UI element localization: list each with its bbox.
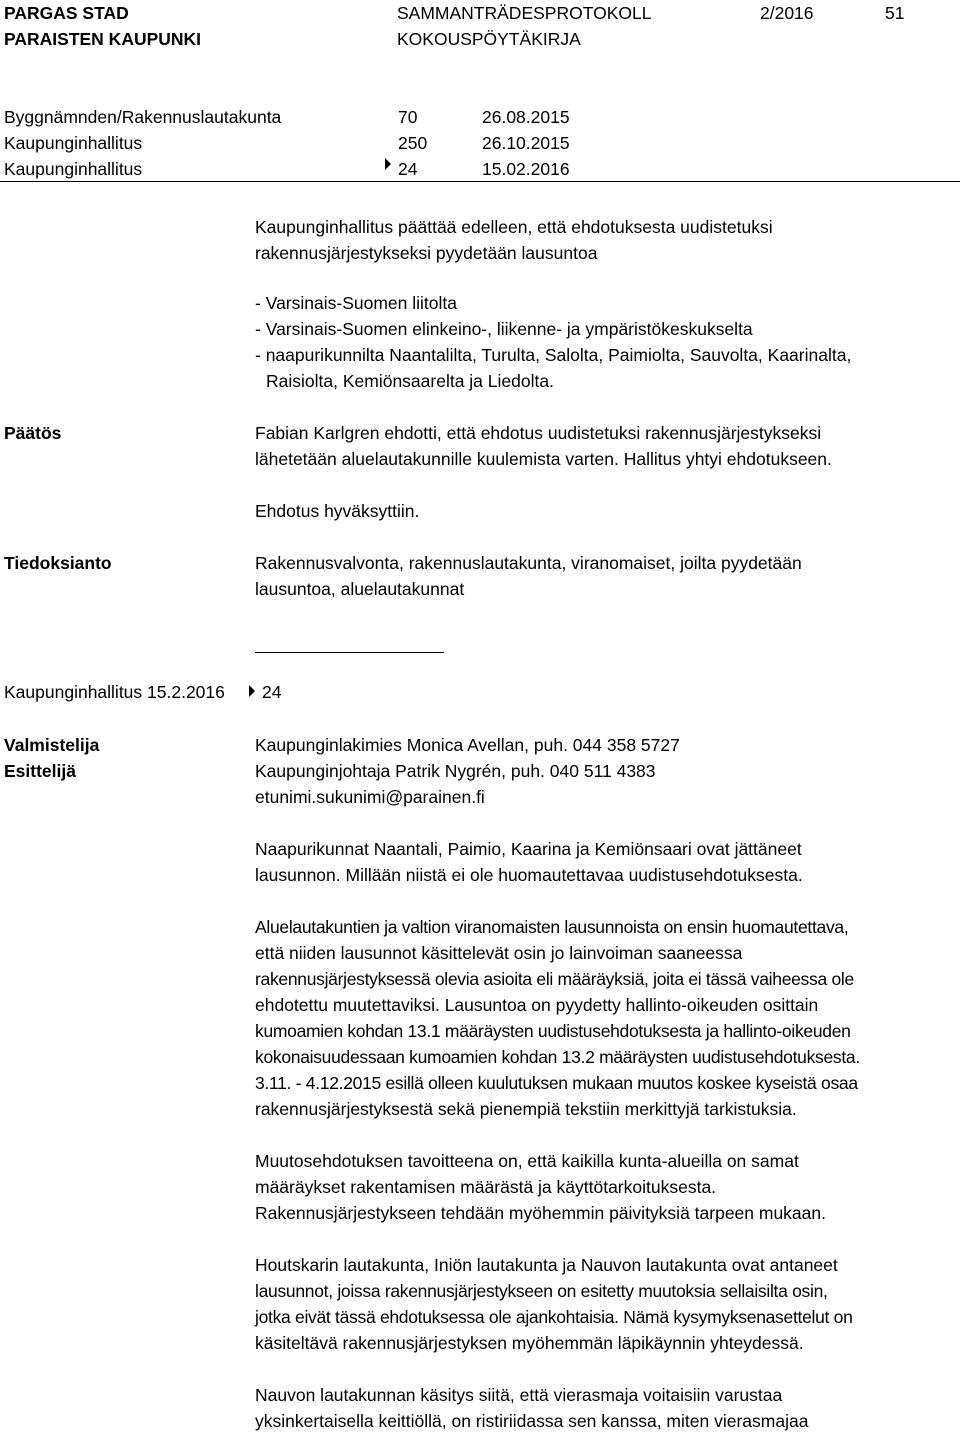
org-name-sv: PARAISTEN KAUPUNKI <box>4 29 202 49</box>
preparer-value: Kaupunginlakimies Monica Avellan, puh. 044 358 5727 <box>255 735 680 755</box>
decision-line-2: lähetetään aluelautakunnille kuulemista varten. Hallitus yhtyi ehdotukseen. <box>255 449 832 469</box>
page-number: 51 <box>885 3 905 23</box>
header-rule <box>0 181 960 182</box>
doc-type-fi: KOKOUSPÖYTÄKIRJA <box>397 29 581 49</box>
doc-type-sv: SAMMANTRÄDESPROTOKOLL <box>397 3 652 23</box>
paragraph-line: lausunnot, joissa rakennusjärjestykseen on esitetty muutoksia sellaisilta osin, <box>255 1281 828 1301</box>
issue-number: 2/2016 <box>760 3 814 23</box>
decision-result: Ehdotus hyväksyttiin. <box>255 501 420 521</box>
paragraph-line: ehdotettu muutettaviksi. Lausuntoa on pyydetty hallinto-oikeuden osittain <box>255 995 819 1015</box>
history-date-1: 26.08.2015 <box>482 107 570 127</box>
email-address: etunimi.sukunimi@parainen.fi <box>255 787 485 807</box>
paragraph-line: yksinkertaisella keittiöllä, on ristiriidassa sen kanssa, miten vierasmajaa <box>255 1411 809 1431</box>
item-marker-icon <box>385 158 391 170</box>
recipient-3: - naapurikunnilta Naantalilta, Turulta, Salolta, Paimiolta, Sauvolta, Kaarinalta, <box>255 345 852 365</box>
paragraph-line: Nauvon lautakunnan käsitys siitä, että vierasmaja voitaisiin varustaa <box>255 1385 783 1405</box>
history-date-3: 15.02.2016 <box>482 159 570 179</box>
recipient-3-cont: Raisiolta, Kemiönsaarelta ja Liedolta. <box>266 371 554 391</box>
paragraph-line: käsiteltävä rakennusjärjestyksen myöhemmän läpikäynnin yhteydessä. <box>255 1333 804 1353</box>
paragraph-line: kumoamien kohdan 13.1 määräysten uudistusehdotuksesta ja hallinto-oikeuden <box>255 1021 851 1041</box>
history-num-1: 70 <box>398 107 418 127</box>
paragraph-line: Muutosehdotuksen tavoitteena on, että kaikilla kunta-alueilla on samat <box>255 1151 799 1171</box>
paragraph-line: että niiden lausunnot käsittelevät osin jo lainvoiman saaneessa <box>255 943 743 963</box>
paragraph-line: Naapurikunnat Naantali, Paimio, Kaarina ja Kemiönsaari ovat jättäneet <box>255 839 802 859</box>
paragraph-line: Rakennusjärjestykseen tehdään myöhemmin päivityksiä tarpeen mukaan. <box>255 1203 826 1223</box>
signature-line <box>255 652 444 653</box>
history-num-2: 250 <box>398 133 428 153</box>
paragraph-line: lausunnon. Millään niistä ei ole huomautettavaa uudistusehdotuksesta. <box>255 865 803 885</box>
notice-label: Tiedoksianto <box>4 553 112 573</box>
org-name-fi: PARGAS STAD <box>4 3 129 23</box>
history-body-1: Byggnämnden/Rakennuslautakunta <box>4 107 282 127</box>
decision-label: Päätös <box>4 423 62 443</box>
presenter-value: Kaupunginjohtaja Patrik Nygrén, puh. 040 511 4383 <box>255 761 656 781</box>
paragraph-line: Houtskarin lautakunta, Iniön lautakunta ja Nauvon lautakunta ovat antaneet <box>255 1255 838 1275</box>
recipient-1: - Varsinais-Suomen liitolta <box>255 293 457 313</box>
meeting-num: 24 <box>262 682 282 702</box>
presenter-label: Esittelijä <box>4 761 76 781</box>
paragraph-line: rakennusjärjestyksessä olevia asioita eli määräyksiä, joita ei tässä vaiheessa ole <box>255 969 854 989</box>
decision-line-1: Fabian Karlgren ehdotti, että ehdotus uudistetuksi rakennusjärjestykseksi <box>255 423 822 443</box>
history-num-3: 24 <box>398 159 418 179</box>
paragraph-line: jotka eivät tässä ehdotuksessa ole ajankohtaisia. Nämä kysymyksenasettelut on <box>255 1307 853 1327</box>
history-body-3: Kaupunginhallitus <box>4 159 143 179</box>
history-body-2: Kaupunginhallitus <box>4 133 143 153</box>
history-date-2: 26.10.2015 <box>482 133 570 153</box>
notice-line-2: lausuntoa, aluelautakunnat <box>255 579 465 599</box>
item-marker-icon <box>249 685 255 697</box>
notice-line-1: Rakennusvalvonta, rakennuslautakunta, viranomaiset, joilta pyydetään <box>255 553 802 573</box>
paragraph-line: 3.11. - 4.12.2015 esillä olleen kuulutuksen mukaan muutos koskee kyseistä osaa <box>255 1073 858 1093</box>
paragraph-line: rakennusjärjestyksestä sekä pienempiä tekstiin merkittyjä tarkistuksia. <box>255 1099 797 1119</box>
intro-line-2: rakennusjärjestykseksi pyydetään lausuntoa <box>255 243 598 263</box>
paragraph-line: määräykset rakentamisen määrästä ja käyttötarkoituksesta. <box>255 1177 717 1197</box>
paragraph-line: kokonaisuudessaan kumoamien kohdan 13.2 määräysten uudistusehdotuksesta. <box>255 1047 860 1067</box>
meeting-body: Kaupunginhallitus 15.2.2016 <box>4 682 225 702</box>
paragraph-line: Aluelautakuntien ja valtion viranomaisten lausunnoista on ensin huomautettava, <box>255 917 849 937</box>
preparer-label: Valmistelija <box>4 735 100 755</box>
recipient-2: - Varsinais-Suomen elinkeino-, liikenne- ja ympäristökeskukselta <box>255 319 753 339</box>
intro-line-1: Kaupunginhallitus päättää edelleen, että ehdotuksesta uudistetuksi <box>255 217 773 237</box>
